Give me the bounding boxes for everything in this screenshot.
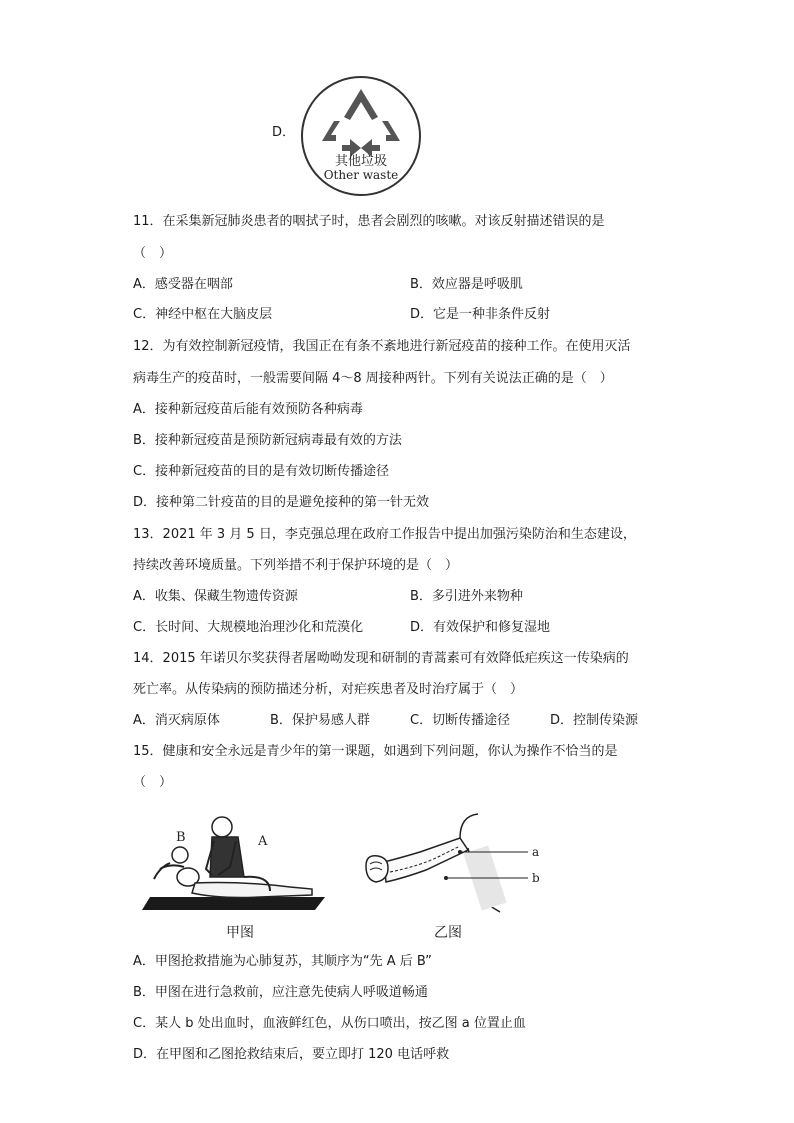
fig-jia-label-b: B (176, 830, 186, 845)
q15-option-c: C．某人 b 处出血时，血液鲜红色，从伤口喷出，按乙图 a 位置止血 (133, 1016, 526, 1031)
q14-option-b: B．保护易感人群 (270, 713, 370, 728)
q15-option-a: A．甲图抢救措施为心肺复苏，其顺序为“先 A 后 B” (133, 954, 432, 969)
q15-option-d: D．在甲图和乙图抢救结束后，要立即打 120 电话呼救 (133, 1047, 450, 1062)
q14-option-a: A．消灭病原体 (133, 713, 220, 728)
figure-jia-cpr (140, 805, 340, 915)
q11-option-b: B．效应器是呼吸肌 (410, 277, 523, 292)
q12-stem-line1: 12．为有效控制新冠疫情，我国正在有条不紊地进行新冠疫苗的接种工作。在使用灭活 (133, 339, 631, 354)
q13-stem-line2: 持续改善环境质量。下列举措不利于保护环境的是（ ） (133, 558, 459, 573)
logo-text-cn: 其他垃圾 (334, 154, 388, 169)
cpr-illustration (140, 805, 340, 915)
q15-option-b: B．甲图在进行急救前，应注意先使病人呼吸道畅通 (133, 985, 428, 1000)
fig-jia-caption: 甲图 (226, 925, 254, 941)
q12-option-b: B．接种新冠疫苗是预防新冠病毒最有效的方法 (133, 433, 402, 448)
q15-paren: （ ） (133, 775, 173, 790)
q12-option-c: C．接种新冠疫苗的目的是有效切断传播途径 (133, 464, 390, 479)
fig-yi-label-b: b (532, 871, 540, 885)
q13-option-c: C．长时间、大规模地治理沙化和荒漠化 (133, 620, 364, 635)
q13-option-d: D．有效保护和修复湿地 (410, 620, 551, 635)
q14-stem-line1: 14．2015 年诺贝尔奖获得者屠呦呦发现和研制的青蒿素可有效降低疟疾这一传染病的 (133, 651, 629, 666)
q11-stem: 11．在采集新冠肺炎患者的咽拭子时，患者会剧烈的咳嗽。对该反射描述错误的是 (133, 214, 605, 229)
recycle-icon (300, 75, 422, 197)
fig-jia-label-a: A (258, 834, 268, 849)
q11-option-c: C．神经中枢在大脑皮层 (133, 307, 273, 322)
fig-yi-label-a: a (532, 845, 540, 859)
arm-illustration (360, 808, 550, 918)
logo-text-en: Other waste (323, 168, 399, 182)
q13-option-b: B．多引进外来物种 (410, 589, 523, 604)
q12-option-d: D．接种第二针疫苗的目的是避免接种的第一针无效 (133, 495, 430, 510)
q11-option-d: D．它是一种非条件反射 (410, 307, 551, 322)
q12-option-a: A．接种新冠疫苗后能有效预防各种病毒 (133, 402, 363, 417)
q13-stem-line1: 13．2021 年 3 月 5 日，李克强总理在政府工作报告中提出加强污染防治和生态建设， (133, 527, 636, 542)
q11-option-a: A．感受器在咽部 (133, 277, 233, 292)
q12-stem-line2: 病毒生产的疫苗时，一般需要间隔 4～8 周接种两针。下列有关说法正确的是（ ） (133, 371, 613, 386)
q13-option-a: A．收集、保藏生物遗传资源 (133, 589, 298, 604)
q14-stem-line2: 死亡率。从传染病的预防描述分析，对疟疾患者及时治疗属于（ ） (133, 682, 524, 697)
q15-stem: 15．健康和安全永远是青少年的第一课题，如遇到下列问题，你认为操作不恰当的是 (133, 744, 618, 759)
figure-yi-arm (360, 808, 550, 918)
q11-paren: （ ） (133, 246, 173, 261)
q10-option-d-label: D． (272, 125, 296, 140)
q14-option-d: D．控制传染源 (550, 713, 639, 728)
other-waste-logo (300, 75, 422, 197)
fig-yi-caption: 乙图 (434, 925, 462, 941)
q14-option-c: C．切断传播途径 (410, 713, 511, 728)
